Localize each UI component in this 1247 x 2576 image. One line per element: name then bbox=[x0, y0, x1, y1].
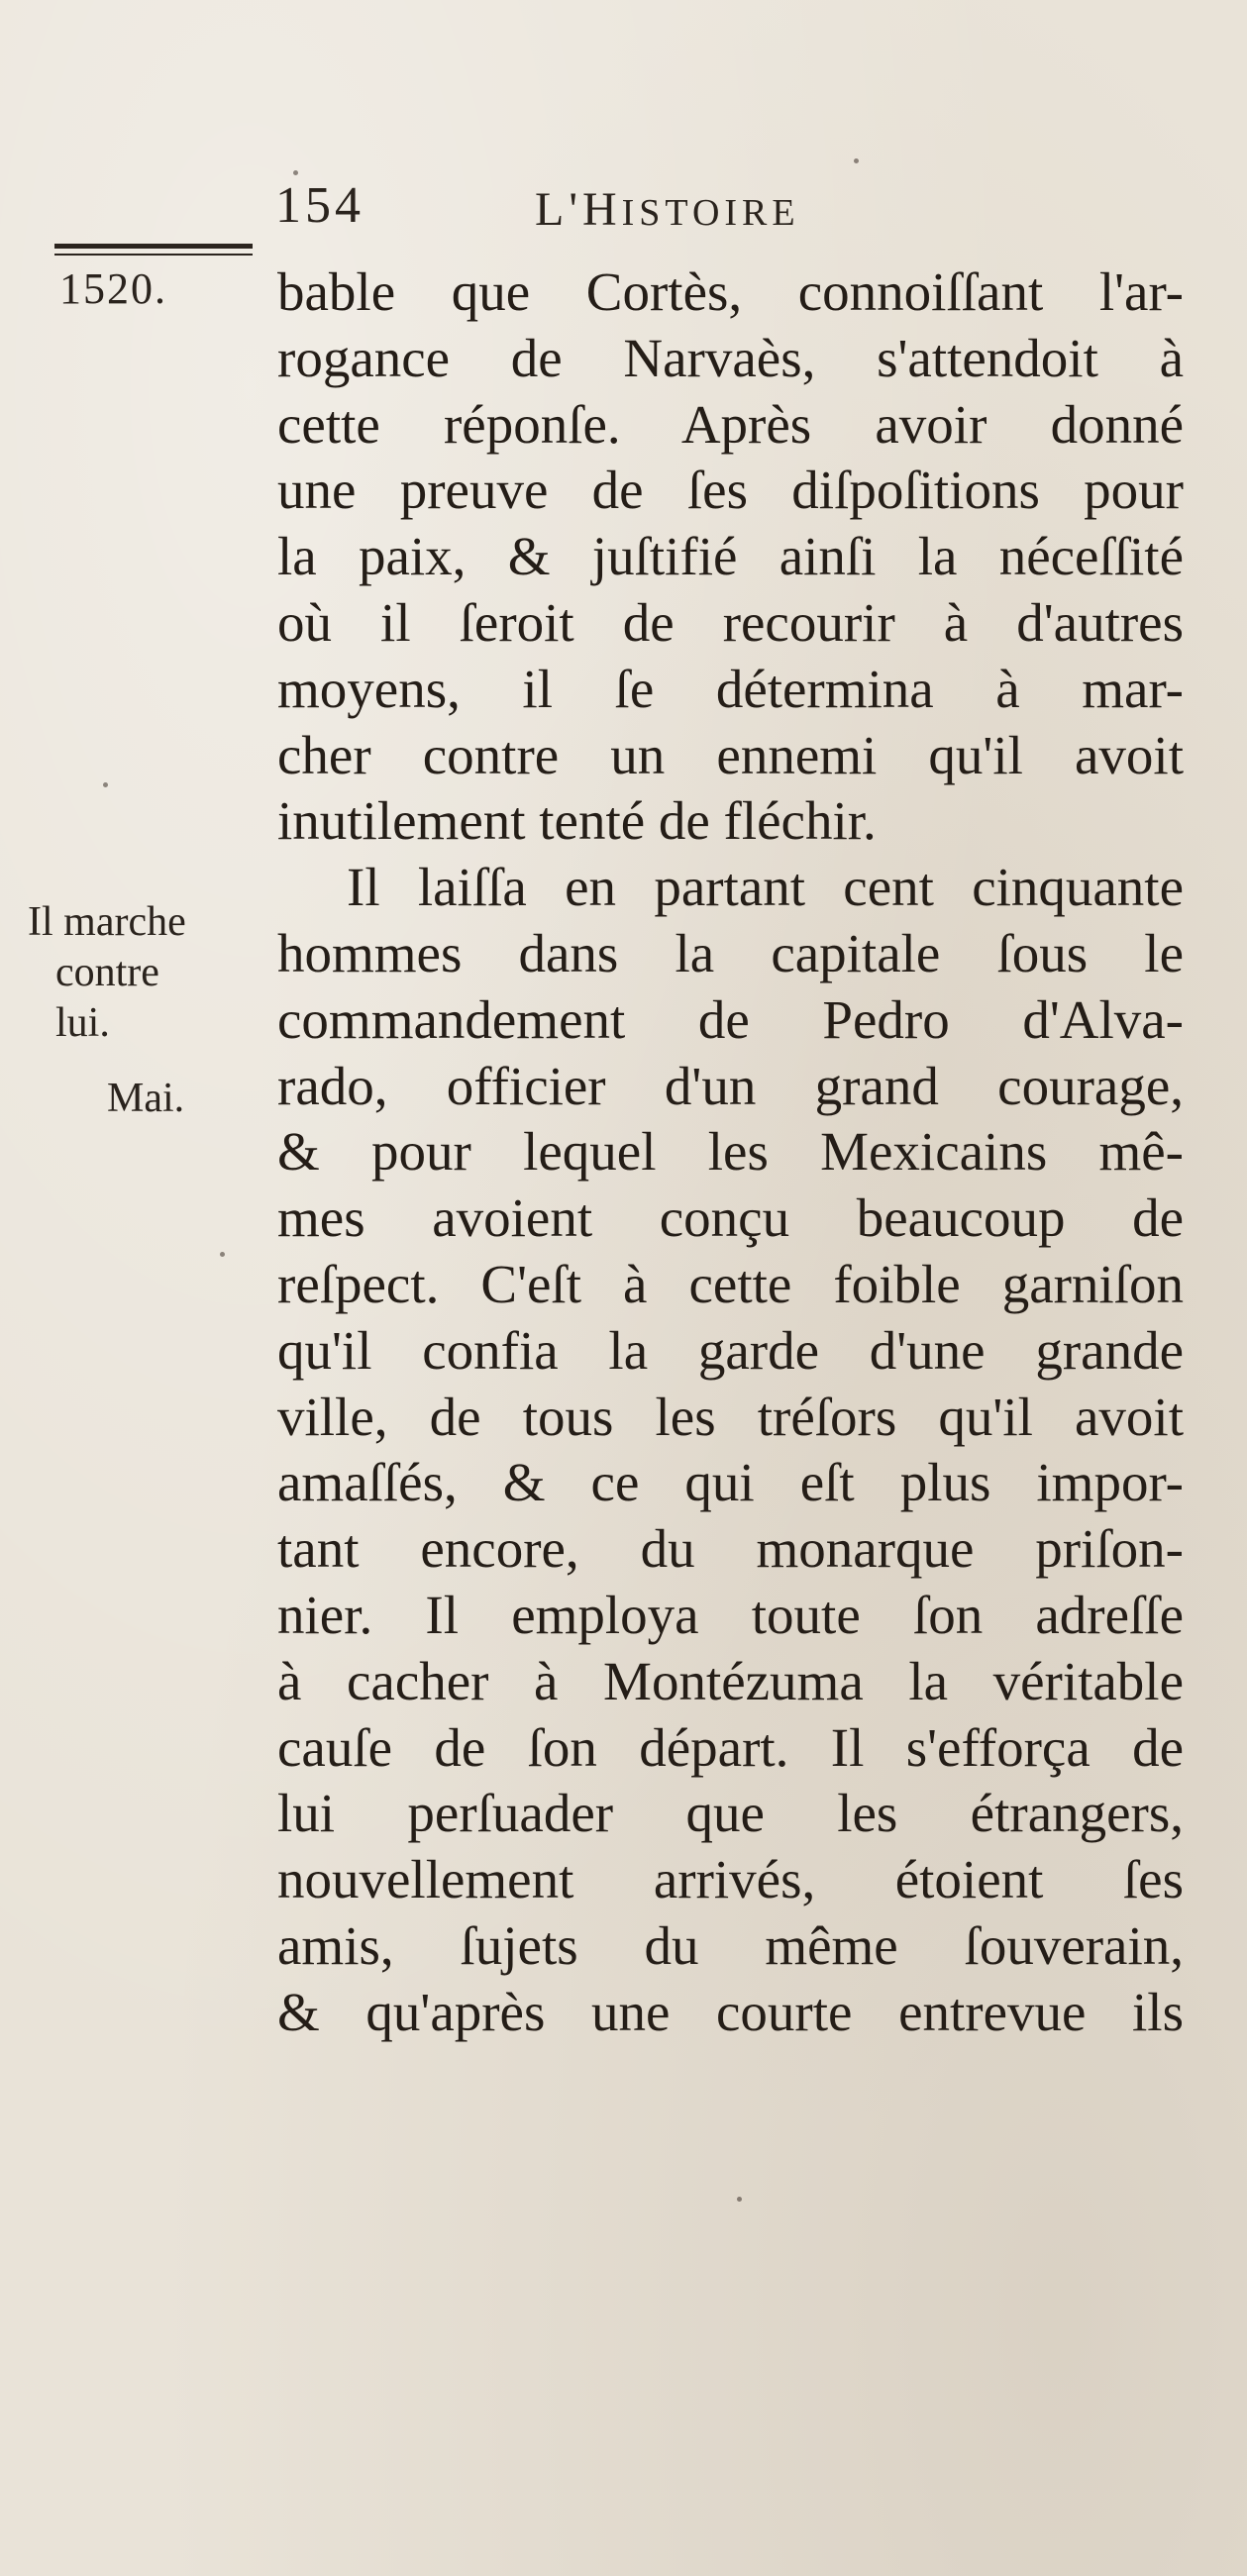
header-rule bbox=[54, 244, 253, 256]
text-line: rado, officier d'un grand courage, bbox=[277, 1055, 1184, 1116]
ink-speck bbox=[293, 170, 298, 175]
text-line: tant encore, du monarque priſon- bbox=[277, 1518, 1184, 1580]
text-line: reſpect. C'eſt à cette foible garniſon bbox=[277, 1253, 1184, 1314]
text-line: & pour lequel les Mexicains mê- bbox=[277, 1121, 1184, 1183]
page-number: 154 bbox=[275, 177, 364, 234]
body-text bbox=[277, 259, 1184, 2046]
text-line: amaſſés, & ce qui eſt plus impor- bbox=[277, 1452, 1184, 1513]
running-title bbox=[535, 182, 800, 237]
text-line: une preuve de ſes diſpoſitions pour bbox=[277, 460, 1184, 521]
margin-note-line: contre bbox=[55, 950, 159, 995]
text-line: ville, de tous les tréſors qu'il avoit bbox=[277, 1386, 1184, 1447]
text-line: nouvellement arrivés, étoient ſes bbox=[277, 1849, 1184, 1910]
text-line: où il ſeroit de recourir à d'autres bbox=[277, 591, 1184, 653]
running-title-rest: ISTOIRE bbox=[621, 192, 800, 234]
margin-year: 1520. bbox=[59, 264, 167, 313]
running-title-initial: L'H bbox=[535, 183, 622, 236]
text-line: mes avoient conçu beaucoup de bbox=[277, 1187, 1184, 1249]
margin-note bbox=[28, 897, 275, 1049]
ink-speck bbox=[737, 2197, 742, 2202]
text-line: cette réponſe. Après avoir donné bbox=[277, 393, 1184, 455]
text-line: hommes dans la capitale ſous le bbox=[277, 922, 1184, 983]
ink-speck bbox=[103, 782, 108, 787]
text-line: bable que Cortès, connoiſſant l'ar- bbox=[277, 261, 1184, 322]
text-line: commandement de Pedro d'Alva- bbox=[277, 988, 1184, 1050]
text-line: inutilement tenté de fléchir. bbox=[277, 790, 877, 852]
text-line: nier. Il employa toute ſon adreſſe bbox=[277, 1584, 1184, 1645]
text-line: lui perſuader que les étrangers, bbox=[277, 1783, 1184, 1844]
text-line: amis, ſujets du même ſouverain, bbox=[277, 1914, 1184, 1976]
text-line: qu'il confia la garde d'une grande bbox=[277, 1319, 1184, 1381]
margin-month: Mai. bbox=[107, 1076, 185, 1121]
ink-speck bbox=[220, 1252, 225, 1257]
paragraph-start-line: Il laiſſa en partant cent cinquante bbox=[347, 857, 1184, 918]
text-line: la paix, & juſtifié ainſi la néceſſité bbox=[277, 526, 1184, 587]
ink-speck bbox=[854, 158, 859, 163]
text-line: rogance de Narvaès, s'attendoit à bbox=[277, 327, 1184, 388]
text-line: cauſe de ſon départ. Il s'efforça de bbox=[277, 1716, 1184, 1778]
text-line: à cacher à Montézuma la véritable bbox=[277, 1650, 1184, 1711]
margin-note-line: Il marche bbox=[28, 899, 186, 945]
text-line: cher contre un ennemi qu'il avoit bbox=[277, 724, 1184, 785]
text-line: moyens, il ſe détermina à mar- bbox=[277, 658, 1184, 719]
margin-note-line: lui. bbox=[55, 1000, 110, 1046]
text-line: & qu'après une courte entrevue ils bbox=[277, 1981, 1184, 2042]
